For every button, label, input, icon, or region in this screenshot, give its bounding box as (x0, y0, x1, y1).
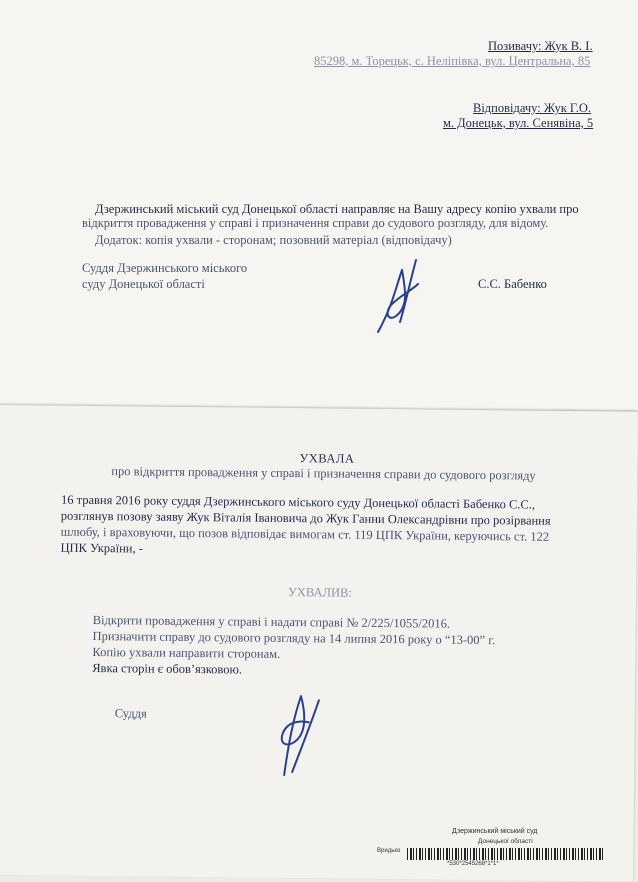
decision-2: Призначити справу до судового розгляду на 14 липня 2016 року о “13-00” г. (92, 628, 496, 648)
cover-para-line2: відкриття провадження у справі і призначення справи до судового розгляду, для відому. (82, 216, 549, 230)
barcode (377, 846, 605, 870)
defendant-address: м. Донецьк, вул. Сенявіна, 5 (443, 116, 594, 130)
decision-4: Явка сторін є обов’язковою. (92, 660, 243, 677)
ruling-body-line2: розглянув позову заяву Жук Віталія Івановича до Жук Ганни Олександрівни про розірвання (60, 508, 551, 528)
decision-1: Відкрити провадження у справі і надати справі № 2/225/1055/2016. (92, 612, 451, 631)
cover-para-line1: Дзержинський міський суд Донецької області направляє на Вашу адресу копію ухвали про (95, 202, 579, 216)
barcode-bars (407, 848, 603, 860)
cover-letter-page (0, 0, 638, 410)
ruling-subtitle: про відкриття провадження у справі і призначення справи до судового розгляду (111, 464, 536, 483)
ruling-body-line3: шлюбу, і враховуючи, що позов відповідає вимогам ст. 119 ЦПК України, керуючись ст. 122 (60, 524, 550, 544)
ruling-page (0, 405, 638, 882)
ruling-body-line4: ЦПК України, - (60, 540, 143, 556)
judge-name: С.С. Бабенко (478, 277, 547, 291)
stamp-line1: Дзержинський міський суд (452, 828, 538, 835)
cover-attachment: Додаток: копія ухвали - сторонам; позовний матеріал (відповідачу) (95, 233, 452, 247)
stamp-line2: Донецької області (478, 838, 533, 845)
judge-title-line2: суду Донецької області (82, 277, 205, 291)
ruling-judge-label: Суддя (114, 706, 147, 721)
ruling-body-line1: 16 травня 2016 року суддя Дзержинського міського суду Донецької області Бабенко С.С., (60, 492, 536, 512)
judge-signature-1 (370, 252, 440, 337)
judge-signature-2 (264, 690, 335, 781)
barcode-number: *530*2545268*1*1* (447, 861, 499, 867)
plaintiff-address: 85298, м. Торецьк, с. Неліпівка, вул. Центральна, 85 (314, 54, 591, 68)
decision-3: Копію ухвали направити сторонам. (92, 644, 281, 661)
decided-heading: УХВАЛИВ: (287, 585, 352, 600)
ruling-title: УХВАЛА (299, 451, 355, 466)
barcode-label: Вридько (377, 848, 401, 854)
defendant-line: Відповідачу: Жук Г.О. (473, 101, 591, 115)
judge-title-line1: Суддя Дзержинського міського (82, 261, 248, 275)
plaintiff-line: Позивачу: Жук В. І. (488, 39, 593, 53)
